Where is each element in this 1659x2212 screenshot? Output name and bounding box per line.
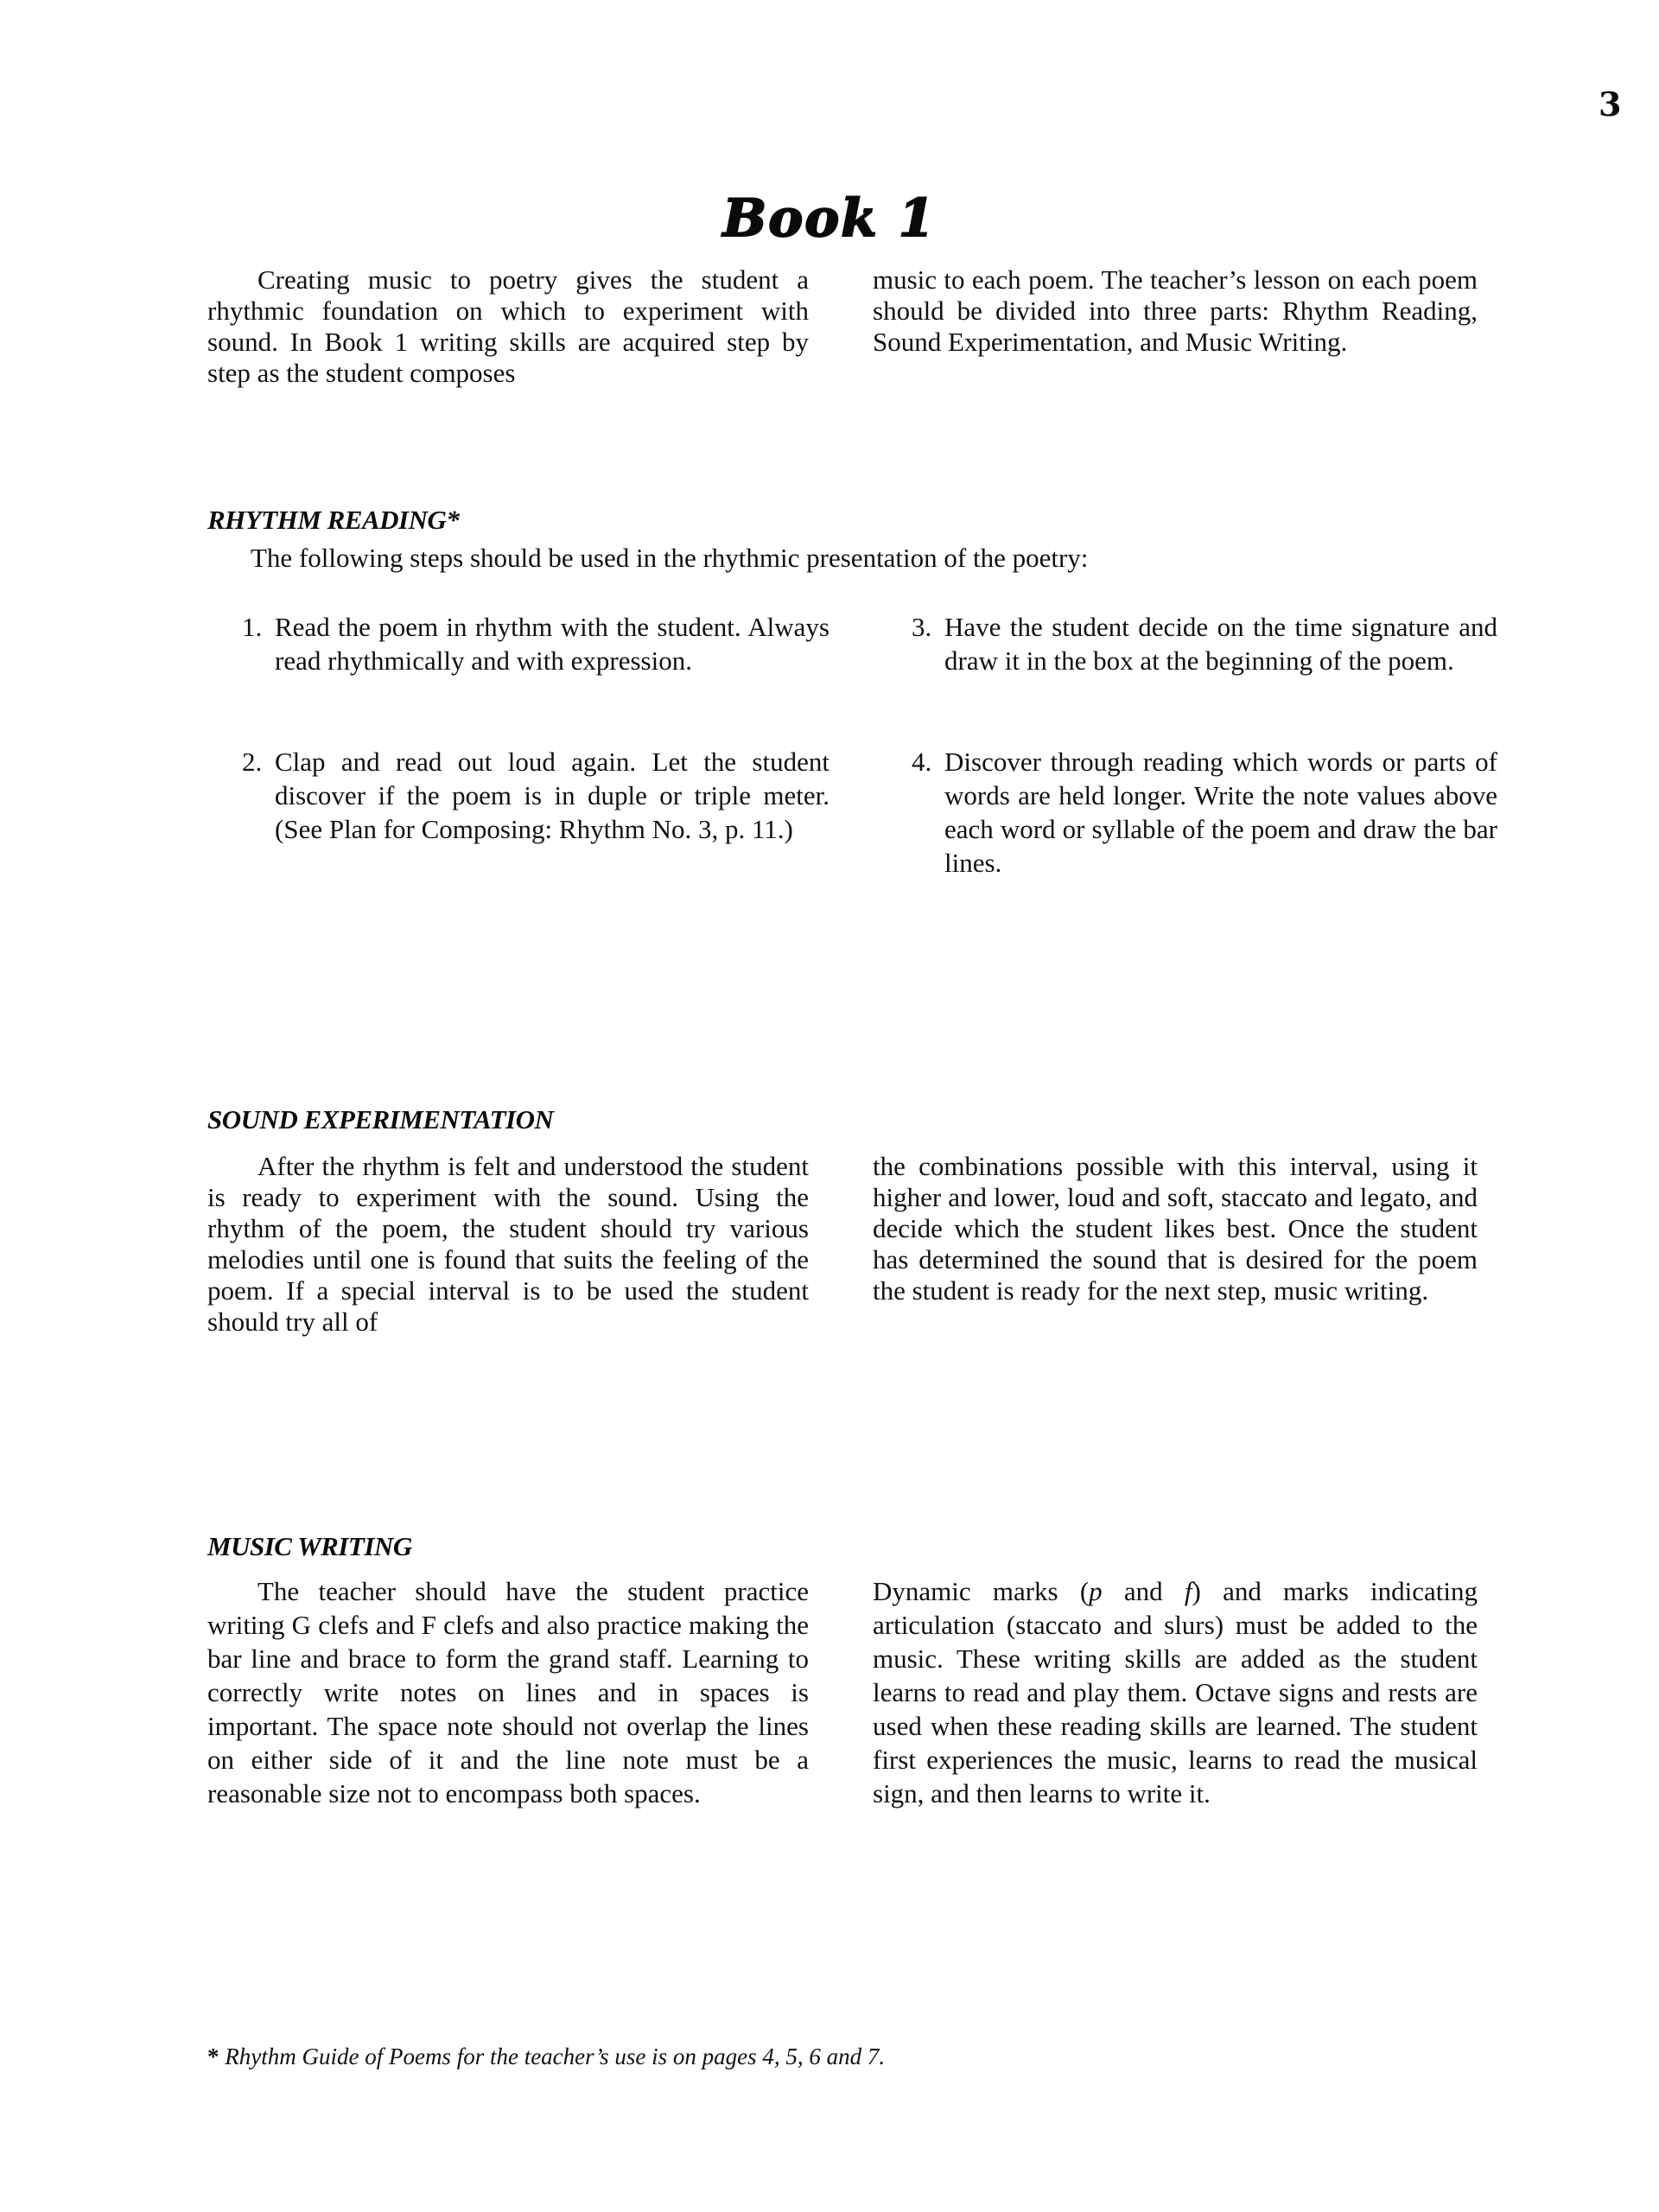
sound-experimentation-left-column (207, 1151, 809, 1338)
sound-experimentation-heading: SOUND EXPERIMENTATION (207, 1104, 554, 1135)
text-run: Dynamic marks ( (873, 1576, 1090, 1606)
music-writing-paragraph-right (873, 1574, 1478, 1810)
text-run: and (1102, 1576, 1185, 1606)
sound-experimentation-right-column (873, 1151, 1478, 1306)
music-writing-paragraph-left: The teacher should have the student practice writing G clefs and F clefs and also practice making the bar line and brace to form the grand staff. Learning to correctly write notes on lines and in spaces is important. The space note should not overlap the lines on either side of it and the line note must be a reasonable size not to encompass both spaces. (207, 1576, 809, 1808)
footnote-asterisk: * (207, 2044, 219, 2069)
text-run: ) and marks indicating articulation (staccato and slurs) must be added to the music. These writing skills are added as the student learns to read and play them. Octave signs and rests are used when these reading skills are learned. The student first experiences the music, learns to read the musical sign, and then learns to write it. (873, 1576, 1478, 1808)
intro-paragraph-left: Creating music to poetry gives the student a rhythmic foundation on which to experiment with sound. In Book 1 writing skills are acquired step by step as the student composes (207, 264, 809, 388)
intro-paragraph-right: music to each poem. The teacher’s lesson on each poem should be divided into three parts: Rhythm Reading, Sound Experimentation, and Music Writing. (873, 264, 1478, 357)
step-2 (242, 745, 830, 846)
music-writing-right-column (873, 1574, 1478, 1810)
step-text: Have the student decide on the time signature and draw it in the box at the beginning of the poem. (944, 612, 1497, 676)
dynamic-forte-symbol: f (1184, 1576, 1192, 1606)
step-text: Read the poem in rhythm with the student. Always read rhythmically and with expression. (275, 612, 830, 676)
sound-experimentation-paragraph-left: After the rhythm is felt and understood the student is ready to experiment with the sound. Using the rhythm of the poem, the student should try various melodies until one is found that suits the feeling of the poem. If a special interval is to be used the student should try all of (207, 1151, 809, 1337)
step-text: Clap and read out loud again. Let the student discover if the poem is in duple or triple meter. (See Plan for Composing: Rhythm No. 3, p. 11.) (275, 747, 830, 844)
step-4 (912, 745, 1497, 880)
step-number: 4. (912, 747, 932, 777)
page-number: 3 (1599, 85, 1622, 124)
step-3 (912, 610, 1497, 677)
intro-right-column (873, 264, 1478, 358)
music-writing-left-column (207, 1574, 809, 1810)
step-text: Discover through reading which words or parts of words are held longer. Write the note values above each word or syllable of the poem and draw the bar lines. (944, 747, 1497, 878)
sound-experimentation-paragraph-right: the combinations possible with this interval, using it higher and lower, loud and soft, staccato and legato, and decide which the student likes best. Once the student has determined the sound that is desired for the poem the student is ready for the next step, music writing. (873, 1151, 1478, 1306)
step-number: 2. (242, 747, 263, 777)
step-1 (242, 610, 830, 677)
step-number: 1. (242, 612, 263, 642)
music-writing-heading: MUSIC WRITING (207, 1531, 412, 1561)
dynamic-piano-symbol: p (1089, 1576, 1103, 1606)
footnote (207, 2044, 885, 2070)
footnote-text: Rhythm Guide of Poems for the teacher’s use is on pages 4, 5, 6 and 7. (219, 2044, 886, 2069)
rhythm-reading-heading: RHYTHM READING* (207, 505, 460, 535)
step-number: 3. (912, 612, 932, 642)
rhythm-reading-lead: The following steps should be used in the rhythmic presentation of the poetry: (251, 543, 1089, 573)
intro-left-column (207, 264, 809, 389)
page-title: Book 1 (722, 188, 937, 249)
